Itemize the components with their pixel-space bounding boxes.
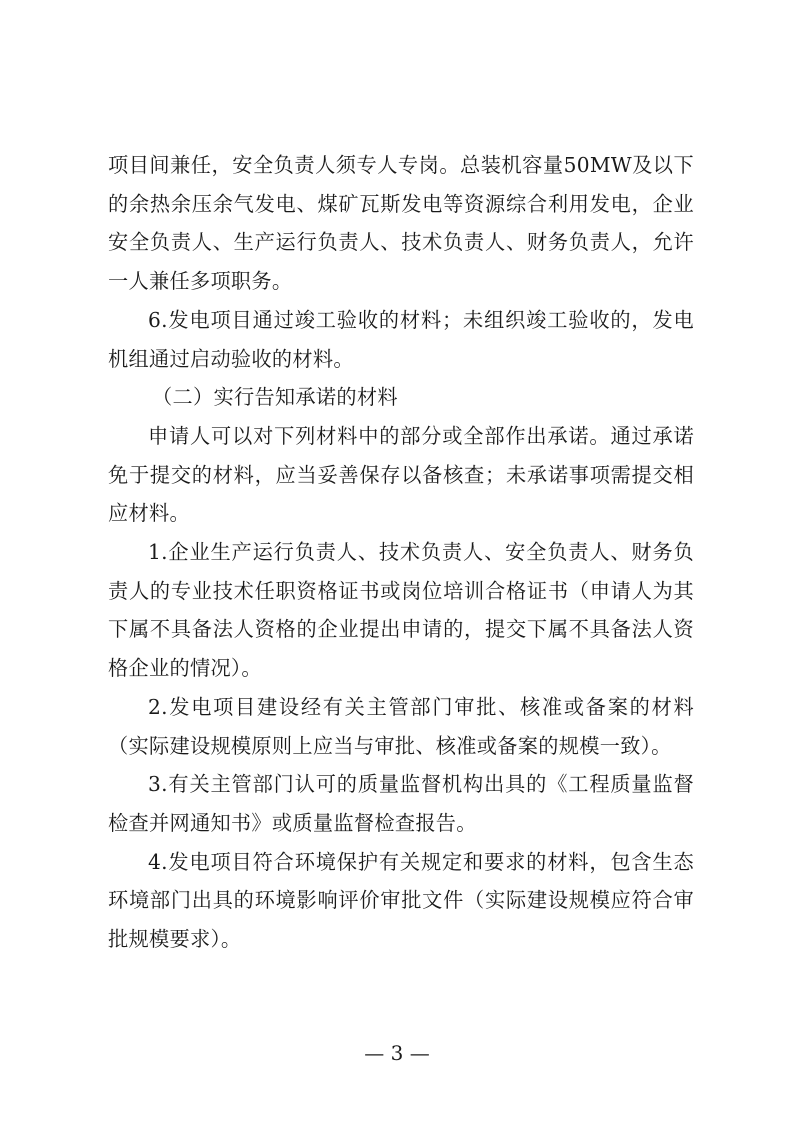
paragraph-continued-staffing: 项目间兼任，安全负责人须专人专岗。总装机容量50MW及以下的余热余压余气发电、煤矿瓦斯发电等资源综合利用发电，企业安全负责人、生产运行负责人、技术负责人、财务负责人，允许一人兼任多项职务。	[108, 153, 694, 294]
page-number: — 3 —	[364, 1041, 430, 1065]
paragraph-item-6: 6.发电项目通过竣工验收的材料；未组织竣工验收的，发电机组通过启动验收的材料。	[108, 307, 694, 371]
section-heading: （二）实行告知承诺的材料	[152, 385, 398, 410]
document-body	[108, 146, 694, 959]
paragraph-item-1: 1.企业生产运行负责人、技术负责人、安全负责人、财务负责人的专业技术任职资格证书或岗位培训合格证书（申请人为其下属不具备法人资格的企业提出申请的，提交下属不具备法人资格企业的情况）。	[108, 540, 694, 681]
paragraph-item-3: 3.有关主管部门认可的质量监督机构出具的《工程质量监督检查并网通知书》或质量监督检查报告。	[108, 772, 694, 835]
paragraph-item-4: 4.发电项目符合环境保护有关规定和要求的材料，包含生态环境部门出具的环境影响评价审批文件（实际建设规模应符合审批规模要求）。	[108, 849, 694, 952]
paragraph-item-2: 2.发电项目建设经有关主管部门审批、核准或备案的材料（实际建设规模原则上应当与审批、核准或备案的规模一致）。	[108, 694, 694, 758]
paragraph-commitment-intro: 申请人可以对下列材料中的部分或全部作出承诺。通过承诺免于提交的材料，应当妥善保存以备核查；未承诺事项需提交相应材料。	[108, 423, 694, 526]
